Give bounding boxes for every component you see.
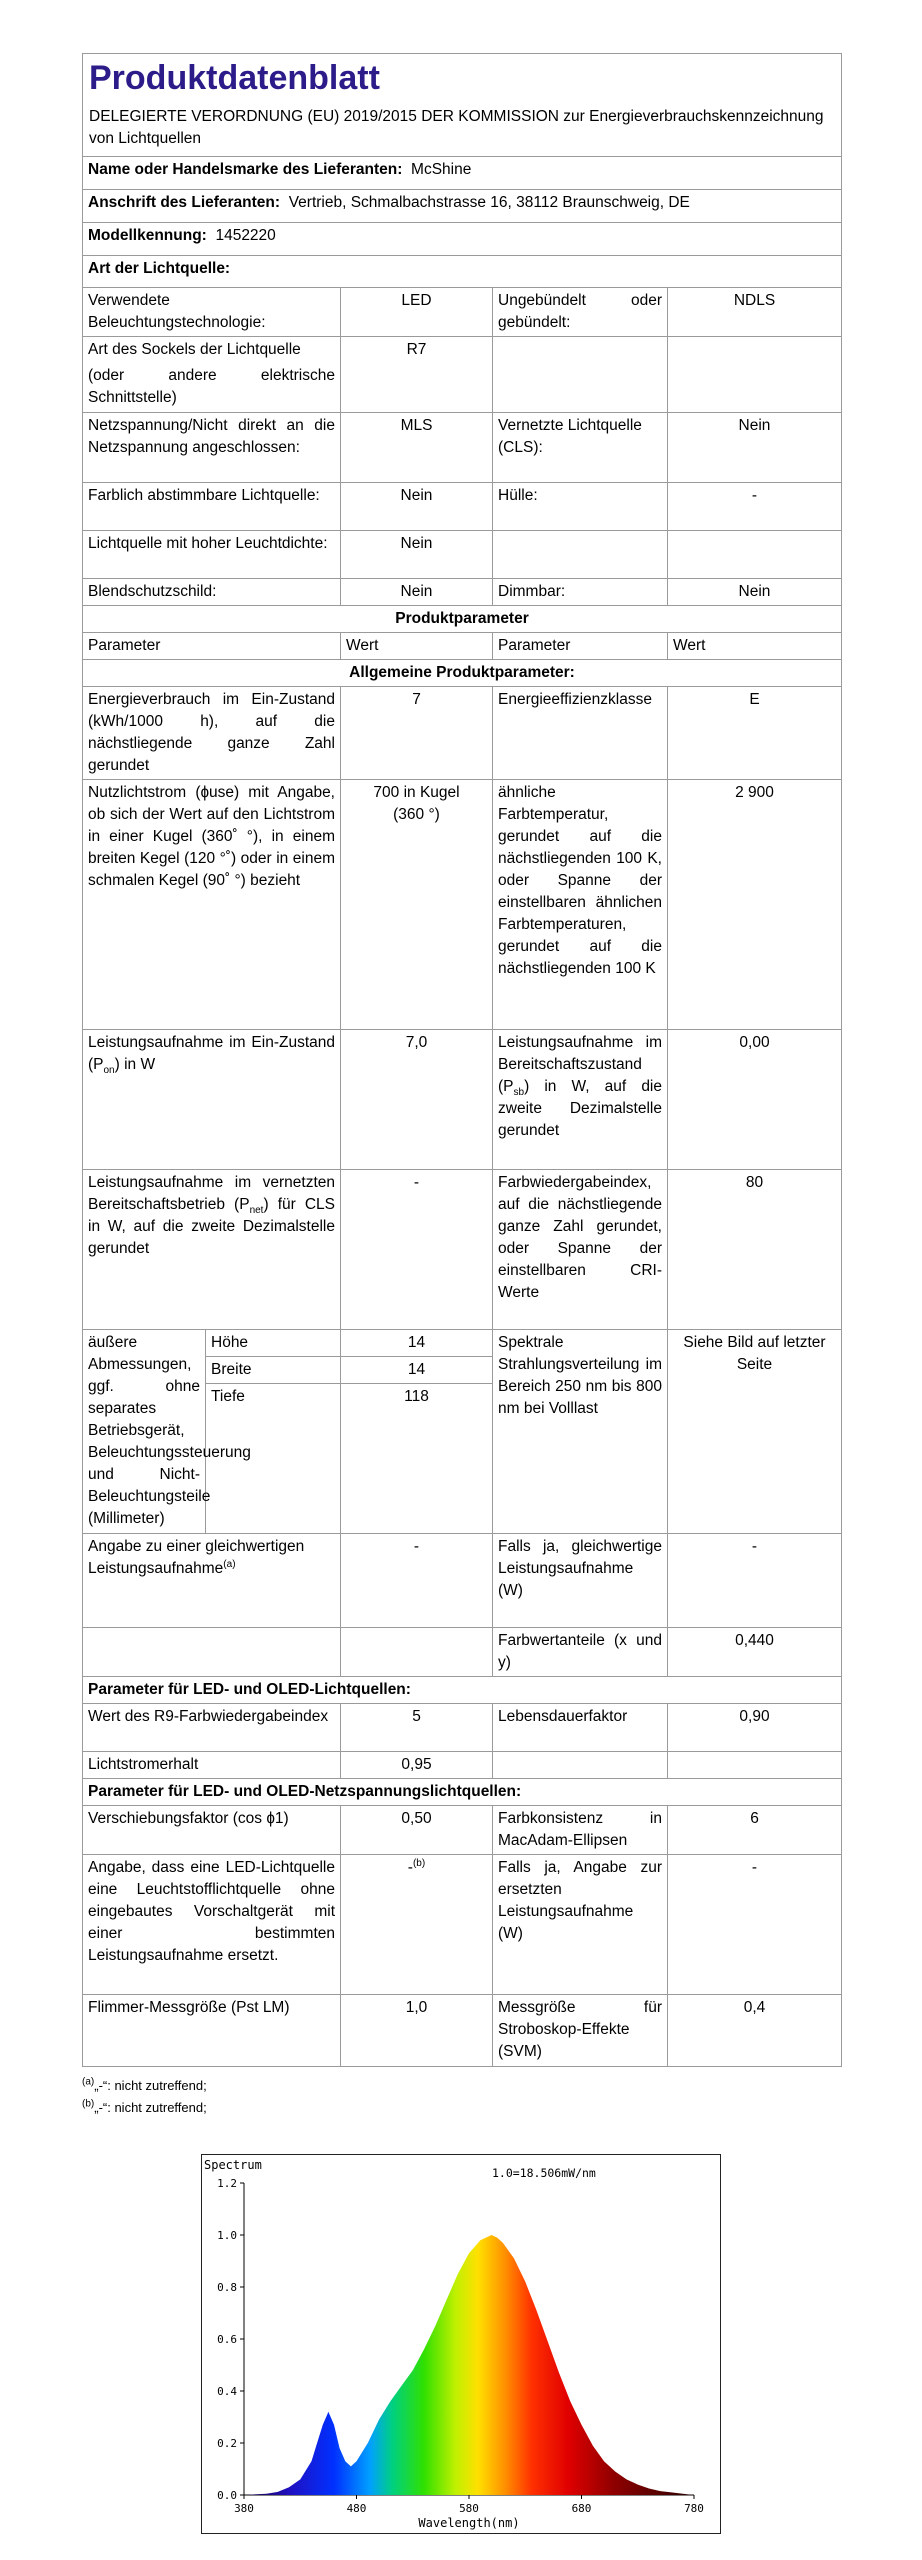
flicker-label: Flimmer-Messgröße (Pst LM) <box>83 1994 341 2066</box>
pnet-label-sub: net <box>249 1204 264 1216</box>
empty-cell <box>341 1627 493 1676</box>
pnet-label-b: ) für CLS in W, auf die zweite Dezimalstelle gerundet <box>88 1195 336 1257</box>
datasheet <box>82 53 841 2119</box>
tech-value: LED <box>341 287 493 336</box>
cap-value: R7 <box>341 336 493 412</box>
supplier-name-label: Name oder Handelsmarke des Lieferanten: <box>88 160 403 178</box>
eclass-label: Energieeffizienzklasse <box>493 686 668 779</box>
hld-label: Lichtquelle mit hoher Leuchtdichte: <box>83 530 341 578</box>
pon-label-a: Leistungsaufnahme im Ein-Zustand (P <box>88 1033 335 1073</box>
spd-value: Siehe Bild auf letzter Seite <box>668 1329 842 1533</box>
flux-value-line2: (360 °) <box>393 805 440 823</box>
psb-label <box>493 1029 668 1169</box>
survival-value: 0,90 <box>668 1703 842 1751</box>
col-header-value: Wert <box>341 632 493 659</box>
glare-value: Nein <box>341 578 493 605</box>
equiv-value: - <box>341 1533 493 1627</box>
col-header-param: Parameter <box>493 632 668 659</box>
mains-value: MLS <box>341 412 493 482</box>
cct-value: 2 900 <box>668 779 842 1029</box>
empty-cell <box>668 336 842 412</box>
width-value: 14 <box>341 1356 493 1383</box>
mains-params-heading: Parameter für LED- und OLED-Netzspannungslichtquellen: <box>83 1778 842 1805</box>
x-tick-label: 580 <box>459 2502 479 2515</box>
replace-value-text: - <box>407 1858 413 1876</box>
product-params-heading: Produktparameter <box>83 605 842 632</box>
x-tick-label: 780 <box>684 2502 704 2515</box>
envelope-value: - <box>668 482 842 530</box>
spectrum-chart <box>201 2154 721 2534</box>
flux-value <box>341 779 493 1029</box>
directional-value: NDLS <box>668 287 842 336</box>
footnote-a-text: „-“: nicht zutreffend; <box>94 2077 207 2093</box>
supplier-address-row <box>83 189 842 222</box>
footnote-ref-b: (b) <box>412 1857 426 1869</box>
x-tick-label: 680 <box>571 2502 592 2515</box>
chart-annotation: 1.0=18.506mW/nm <box>492 2166 596 2180</box>
dimmable-label: Dimmbar: <box>493 578 668 605</box>
spectrum-area <box>244 2235 694 2495</box>
replace-w-value: - <box>668 1854 842 1994</box>
equiv-label-text: Angabe zu einer gleichwertigen Leistungsaufnahme <box>88 1537 305 1577</box>
color-cons-label: Farbkonsistenz in MacAdam-Ellipsen <box>493 1805 668 1854</box>
y-tick-label: 0.6 <box>217 2333 237 2346</box>
width-label: Breite <box>206 1356 341 1383</box>
lumen-maint-value: 0,95 <box>341 1751 493 1778</box>
chart-title: Spectrum <box>204 2158 262 2172</box>
footnote-b-text: „-“: nicht zutreffend; <box>94 2099 207 2115</box>
empty-cell <box>668 1751 842 1778</box>
y-tick-label: 0.0 <box>217 2489 237 2502</box>
page-title: Produktdatenblatt <box>83 54 842 102</box>
r9-label: Wert des R9-Farbwiedergabeindex <box>83 1703 341 1751</box>
pf-value: 0,50 <box>341 1805 493 1854</box>
spd-label: Spektrale Strahlungsverteilung im Bereich 250 nm bis 800 nm bei Volllast <box>493 1329 668 1533</box>
r9-value: 5 <box>341 1703 493 1751</box>
model-label: Modellkennung: <box>88 226 207 244</box>
y-tick-label: 1.0 <box>217 2229 237 2242</box>
empty-cell <box>493 1751 668 1778</box>
cap-label <box>83 336 341 412</box>
empty-cell <box>668 530 842 578</box>
footnote-a <box>82 2075 841 2097</box>
footnote-b-mark: (b) <box>82 2098 95 2110</box>
dimmable-value: Nein <box>668 578 842 605</box>
led-params-heading: Parameter für LED- und OLED-Lichtquellen: <box>83 1676 842 1703</box>
replace-w-label: Falls ja, Angabe zur ersetzten Leistungsaufnahme (W) <box>493 1854 668 1994</box>
psb-label-sub: sb <box>513 1086 525 1098</box>
envelope-label: Hülle: <box>493 482 668 530</box>
cct-label: ähnliche Farbtemperatur, gerundet auf die nächstliegenden 100 K, oder Spanne der einstellbaren ähnlichen Farbtemperaturen, gerundet auf die nächstliegenden 100 K <box>493 779 668 1029</box>
pon-label-sub: on <box>103 1064 115 1076</box>
footnote-b <box>82 2097 841 2119</box>
equiv-w-label: Falls ja, gleichwertige Leistungsaufnahme (W) <box>493 1533 668 1627</box>
empty-cell <box>493 336 668 412</box>
psb-label-b: ) in W, auf die zweite Dezimalstelle gerundet <box>498 1077 662 1139</box>
cls-value: Nein <box>668 412 842 482</box>
supplier-address: Vertrieb, Schmalbachstrasse 16, 38112 Braunschweig, DE <box>288 193 690 211</box>
cri-value: 80 <box>668 1169 842 1329</box>
footnote-ref-a: (a) <box>223 1558 236 1570</box>
y-tick-label: 0.8 <box>217 2281 237 2294</box>
model-row <box>83 222 842 255</box>
tunable-value: Nein <box>341 482 493 530</box>
mains-label: Netzspannung/Nicht direkt an die Netzspannung angeschlossen: <box>83 412 341 482</box>
strobo-value: 0,4 <box>668 1994 842 2066</box>
regulation-text: DELEGIERTE VERORDNUNG (EU) 2019/2015 DER KOMMISSION zur Energieverbrauchskennzeichnung von Lichtquellen <box>83 102 842 157</box>
eclass-value: E <box>668 686 842 779</box>
empty-cell <box>493 530 668 578</box>
height-value: 14 <box>341 1329 493 1356</box>
general-params-heading: Allgemeine Produktparameter: <box>83 659 842 686</box>
pnet-label <box>83 1169 341 1329</box>
survival-label: Lebensdauerfaktor <box>493 1703 668 1751</box>
dims-label: äußere Abmessungen, ggf. ohne separates Betriebsgerät, Beleuchtungssteuerung und Nicht-Beleuchtungsteile (Millimeter) <box>83 1329 206 1533</box>
empty-cell <box>83 1627 341 1676</box>
datasheet-table <box>82 53 842 2067</box>
glare-label: Blendschutzschild: <box>83 578 341 605</box>
chrom-label: Farbwertanteile (x und y) <box>493 1627 668 1676</box>
pf-label: Verschiebungsfaktor (cos ɸ1) <box>83 1805 341 1854</box>
equiv-w-value: - <box>668 1533 842 1627</box>
replace-value <box>341 1854 493 1994</box>
supplier-address-label: Anschrift des Lieferanten: <box>88 193 281 211</box>
y-tick-label: 0.4 <box>217 2385 237 2398</box>
footnote-a-mark: (a) <box>82 2076 95 2088</box>
depth-label: Tiefe <box>206 1383 341 1533</box>
flicker-value: 1,0 <box>341 1994 493 2066</box>
psb-value: 0,00 <box>668 1029 842 1169</box>
supplier-name-row <box>83 156 842 189</box>
depth-value: 118 <box>341 1383 493 1533</box>
height-label: Höhe <box>206 1329 341 1356</box>
pon-label-b: ) in W <box>114 1055 156 1073</box>
tunable-label: Farblich abstimmbare Lichtquelle: <box>83 482 341 530</box>
pnet-value: - <box>341 1169 493 1329</box>
equiv-label <box>83 1533 341 1627</box>
strobo-label: Messgröße für Stroboskop-Effekte (SVM) <box>493 1994 668 2066</box>
pon-value: 7,0 <box>341 1029 493 1169</box>
energy-label: Energieverbrauch im Ein-Zustand (kWh/1000 h), auf die nächstliegende ganze Zahl gerundet <box>83 686 341 779</box>
spectrum-svg <box>202 2155 720 2533</box>
cls-label: Vernetzte Lichtquelle (CLS): <box>493 412 668 482</box>
y-tick-label: 0.2 <box>217 2437 237 2450</box>
x-tick-label: 480 <box>346 2502 367 2515</box>
light-source-heading: Art der Lichtquelle: <box>83 255 842 287</box>
hld-value: Nein <box>341 530 493 578</box>
color-cons-value: 6 <box>668 1805 842 1854</box>
pon-label <box>83 1029 341 1169</box>
tech-label: Verwendete Beleuchtungstechnologie: <box>83 287 341 336</box>
cap-label-line2: (oder andere elektrische Schnittstelle) <box>88 366 335 406</box>
chrom-value: 0,440 <box>668 1627 842 1676</box>
pnet-label-a: Leistungsaufnahme im vernetzten Bereitschaftsbetrieb (P <box>88 1173 335 1213</box>
cap-label-line1: Art des Sockels der Lichtquelle <box>88 340 301 358</box>
energy-value: 7 <box>341 686 493 779</box>
footnotes <box>82 2075 841 2119</box>
model-id: 1452220 <box>215 226 276 244</box>
x-tick-label: 380 <box>234 2502 254 2515</box>
supplier-name: McShine <box>411 160 472 178</box>
lumen-maint-label: Lichtstromerhalt <box>83 1751 341 1778</box>
flux-value-line1: 700 in Kugel <box>373 783 460 801</box>
replace-label: Angabe, dass eine LED-Lichtquelle eine Leuchtstofflichtquelle ohne eingebautes Vorschaltgerät mit einer bestimmten Leistungsaufnahme ersetzt. <box>83 1854 341 1994</box>
col-header-value: Wert <box>668 632 842 659</box>
y-tick-label: 1.2 <box>217 2177 237 2190</box>
flux-label: Nutzlichtstrom (ɸuse) mit Angabe, ob sich der Wert auf den Lichtstrom in einer Kugel (360˚ °), in einem breiten Kegel (120 °˚) oder in einem schmalen Kegel (90˚ °) bezieht <box>83 779 341 1029</box>
col-header-param: Parameter <box>83 632 341 659</box>
directional-label: Ungebündelt oder gebündelt: <box>493 287 668 336</box>
cri-label: Farbwiedergabeindex, auf die nächstliegende ganze Zahl gerundet, oder Spanne der einstellbaren CRI-Werte <box>493 1169 668 1329</box>
psb-label-a: Leistungsaufnahme im Bereitschaftszustand (P <box>498 1033 662 1095</box>
x-axis-label: Wavelength(nm) <box>418 2516 520 2530</box>
